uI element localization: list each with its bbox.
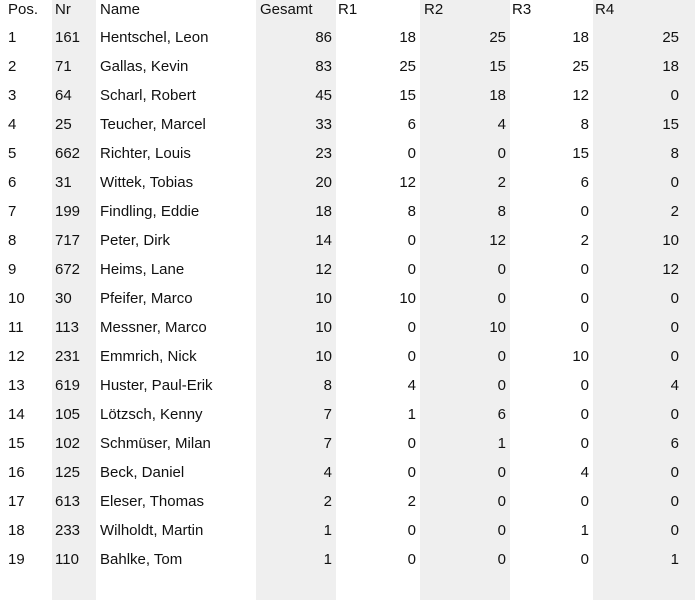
- cell-name: Schmüser, Milan: [100, 435, 211, 452]
- cell-nr: 110: [55, 551, 79, 568]
- header-r2: R2: [424, 1, 444, 18]
- cell-r4: 1: [670, 551, 679, 568]
- cell-r3: 25: [572, 58, 589, 75]
- cell-name: Gallas, Kevin: [100, 58, 189, 75]
- table-row: [0, 400, 695, 429]
- cell-name: Huster, Paul-Erik: [100, 377, 213, 394]
- cell-r1: 4: [407, 377, 416, 394]
- cell-r2: 0: [497, 377, 506, 394]
- cell-name: Richter, Louis: [100, 145, 191, 162]
- cell-nr: 31: [55, 174, 72, 191]
- cell-r2: 0: [497, 464, 506, 481]
- cell-name: Peter, Dirk: [100, 232, 171, 249]
- cell-name: Bahlke, Tom: [100, 551, 183, 568]
- cell-r4: 12: [662, 261, 679, 278]
- cell-r1: 0: [407, 319, 416, 336]
- cell-gesamt: 18: [315, 203, 332, 220]
- cell-r1: 0: [407, 232, 416, 249]
- cell-r4: 0: [670, 464, 679, 481]
- cell-r1: 15: [399, 87, 416, 104]
- cell-nr: 25: [55, 116, 72, 133]
- table-row: [0, 371, 695, 400]
- cell-gesamt: 14: [315, 232, 332, 249]
- cell-r4: 6: [670, 435, 679, 452]
- cell-r1: 0: [407, 522, 416, 539]
- cell-name: Hentschel, Leon: [100, 29, 209, 46]
- header-pos: Pos.: [8, 1, 39, 18]
- cell-r4: 0: [670, 87, 679, 104]
- cell-gesamt: 7: [323, 406, 332, 423]
- cell-nr: 64: [55, 87, 72, 104]
- cell-r3: 0: [580, 203, 589, 220]
- cell-name: Emmrich, Nick: [100, 348, 197, 365]
- cell-nr: 30: [55, 290, 72, 307]
- cell-nr: 161: [55, 29, 81, 46]
- cell-r3: 6: [580, 174, 589, 191]
- cell-r3: 0: [580, 406, 589, 423]
- cell-r1: 10: [399, 290, 416, 307]
- table-row: [0, 342, 695, 371]
- cell-name: Eleser, Thomas: [100, 493, 204, 510]
- cell-nr: 717: [55, 232, 81, 249]
- cell-r3: 0: [580, 377, 589, 394]
- cell-r4: 0: [670, 174, 679, 191]
- cell-r4: 2: [670, 203, 679, 220]
- cell-r2: 0: [497, 261, 506, 278]
- cell-name: Messner, Marco: [100, 319, 207, 336]
- header-row: [0, 0, 695, 23]
- table-row: [0, 110, 695, 139]
- cell-r2: 0: [497, 522, 506, 539]
- cell-gesamt: 7: [323, 435, 332, 452]
- cell-r1: 12: [399, 174, 416, 191]
- cell-pos: 12: [8, 348, 25, 365]
- cell-r2: 0: [497, 145, 506, 162]
- cell-gesamt: 23: [315, 145, 332, 162]
- table-row: [0, 545, 695, 574]
- cell-gesamt: 10: [315, 290, 332, 307]
- cell-nr: 102: [55, 435, 81, 452]
- cell-nr: 71: [55, 58, 72, 75]
- cell-pos: 5: [8, 145, 17, 162]
- table-row: [0, 429, 695, 458]
- cell-pos: 11: [8, 319, 24, 336]
- cell-pos: 4: [8, 116, 17, 133]
- cell-r4: 0: [670, 406, 679, 423]
- cell-name: Scharl, Robert: [100, 87, 196, 104]
- cell-r2: 0: [497, 493, 506, 510]
- header-gesamt: Gesamt: [260, 1, 313, 18]
- table-row: [0, 139, 695, 168]
- cell-gesamt: 4: [323, 464, 332, 481]
- cell-r4: 15: [662, 116, 679, 133]
- cell-name: Findling, Eddie: [100, 203, 200, 220]
- cell-r4: 25: [662, 29, 679, 46]
- header-r3: R3: [512, 1, 532, 18]
- cell-r1: 2: [407, 493, 416, 510]
- table-row: [0, 255, 695, 284]
- cell-gesamt: 1: [323, 551, 332, 568]
- cell-pos: 13: [8, 377, 25, 394]
- cell-r4: 4: [670, 377, 679, 394]
- table-body: [0, 23, 695, 574]
- cell-pos: 17: [8, 493, 25, 510]
- table-row: [0, 23, 695, 52]
- cell-r1: 18: [399, 29, 416, 46]
- table-header: [0, 0, 695, 23]
- cell-nr: 613: [55, 493, 81, 510]
- cell-r1: 0: [407, 348, 416, 365]
- cell-name: Teucher, Marcel: [100, 116, 206, 133]
- cell-pos: 19: [8, 551, 25, 568]
- header-r4: R4: [595, 1, 615, 18]
- cell-gesamt: 10: [315, 319, 332, 336]
- cell-r2: 10: [489, 319, 506, 336]
- cell-r2: 0: [497, 551, 506, 568]
- cell-r2: 8: [497, 203, 506, 220]
- cell-gesamt: 1: [323, 522, 332, 539]
- cell-r3: 12: [572, 87, 589, 104]
- cell-r3: 4: [580, 464, 589, 481]
- cell-gesamt: 83: [315, 58, 332, 75]
- cell-r1: 0: [407, 464, 416, 481]
- header-name: Name: [100, 1, 141, 18]
- cell-gesamt: 2: [323, 493, 332, 510]
- cell-r3: 18: [572, 29, 589, 46]
- cell-r2: 15: [489, 58, 506, 75]
- table-row: [0, 516, 695, 545]
- table-row: [0, 313, 695, 342]
- cell-r3: 15: [572, 145, 589, 162]
- cell-pos: 1: [8, 29, 17, 46]
- cell-gesamt: 33: [315, 116, 332, 133]
- table-row: [0, 197, 695, 226]
- cell-r2: 12: [489, 232, 506, 249]
- cell-r4: 0: [670, 493, 679, 510]
- cell-r2: 6: [497, 406, 506, 423]
- cell-r3: 8: [580, 116, 589, 133]
- cell-r2: 1: [497, 435, 506, 452]
- cell-nr: 125: [55, 464, 81, 481]
- cell-pos: 3: [8, 87, 17, 104]
- cell-nr: 199: [55, 203, 81, 220]
- cell-r3: 0: [580, 493, 589, 510]
- table-row: [0, 226, 695, 255]
- cell-r3: 10: [572, 348, 589, 365]
- cell-r3: 0: [580, 435, 589, 452]
- cell-r1: 0: [407, 435, 416, 452]
- cell-r3: 1: [580, 522, 589, 539]
- cell-r2: 25: [489, 29, 506, 46]
- cell-nr: 105: [55, 406, 81, 423]
- cell-nr: 231: [55, 348, 81, 365]
- cell-pos: 8: [8, 232, 17, 249]
- cell-pos: 10: [8, 290, 25, 307]
- cell-pos: 15: [8, 435, 25, 452]
- cell-gesamt: 10: [315, 348, 332, 365]
- table-row: [0, 284, 695, 313]
- cell-r2: 18: [489, 87, 506, 104]
- cell-gesamt: 86: [315, 29, 332, 46]
- table-row: [0, 81, 695, 110]
- cell-r2: 0: [497, 290, 506, 307]
- cell-pos: 18: [8, 522, 25, 539]
- cell-name: Lötzsch, Kenny: [100, 406, 203, 423]
- cell-r4: 0: [670, 348, 679, 365]
- cell-nr: 233: [55, 522, 81, 539]
- cell-r1: 1: [407, 406, 416, 423]
- table-row: [0, 458, 695, 487]
- cell-r1: 6: [407, 116, 416, 133]
- cell-name: Wittek, Tobias: [100, 174, 194, 191]
- cell-r1: 0: [407, 145, 416, 162]
- cell-nr: 662: [55, 145, 81, 162]
- cell-gesamt: 12: [315, 261, 332, 278]
- cell-r3: 0: [580, 319, 589, 336]
- cell-r4: 8: [670, 145, 679, 162]
- cell-gesamt: 8: [323, 377, 332, 394]
- table-row: [0, 487, 695, 516]
- cell-name: Beck, Daniel: [100, 464, 185, 481]
- cell-r2: 0: [497, 348, 506, 365]
- cell-r4: 18: [662, 58, 679, 75]
- table-row: [0, 168, 695, 197]
- cell-pos: 6: [8, 174, 17, 191]
- cell-r3: 0: [580, 551, 589, 568]
- cell-nr: 672: [55, 261, 81, 278]
- table-row: [0, 52, 695, 81]
- cell-r2: 4: [497, 116, 506, 133]
- cell-r3: 0: [580, 261, 589, 278]
- cell-name: Pfeifer, Marco: [100, 290, 193, 307]
- cell-r4: 0: [670, 290, 679, 307]
- cell-pos: 14: [8, 406, 25, 423]
- cell-r1: 25: [399, 58, 416, 75]
- cell-r3: 0: [580, 290, 589, 307]
- cell-pos: 2: [8, 58, 17, 75]
- cell-gesamt: 20: [315, 174, 332, 191]
- cell-gesamt: 45: [315, 87, 332, 104]
- cell-r4: 0: [670, 522, 679, 539]
- cell-r2: 2: [497, 174, 506, 191]
- cell-name: Heims, Lane: [100, 261, 185, 278]
- cell-name: Wilholdt, Martin: [100, 522, 204, 539]
- cell-nr: 113: [55, 319, 79, 336]
- cell-nr: 619: [55, 377, 81, 394]
- header-r1: R1: [338, 1, 358, 18]
- cell-r4: 0: [670, 319, 679, 336]
- cell-pos: 7: [8, 203, 17, 220]
- cell-r1: 0: [407, 261, 416, 278]
- cell-pos: 16: [8, 464, 25, 481]
- header-nr: Nr: [55, 1, 71, 18]
- cell-pos: 9: [8, 261, 17, 278]
- cell-r1: 0: [407, 551, 416, 568]
- cell-r1: 8: [407, 203, 416, 220]
- cell-r3: 2: [580, 232, 589, 249]
- cell-r4: 10: [662, 232, 679, 249]
